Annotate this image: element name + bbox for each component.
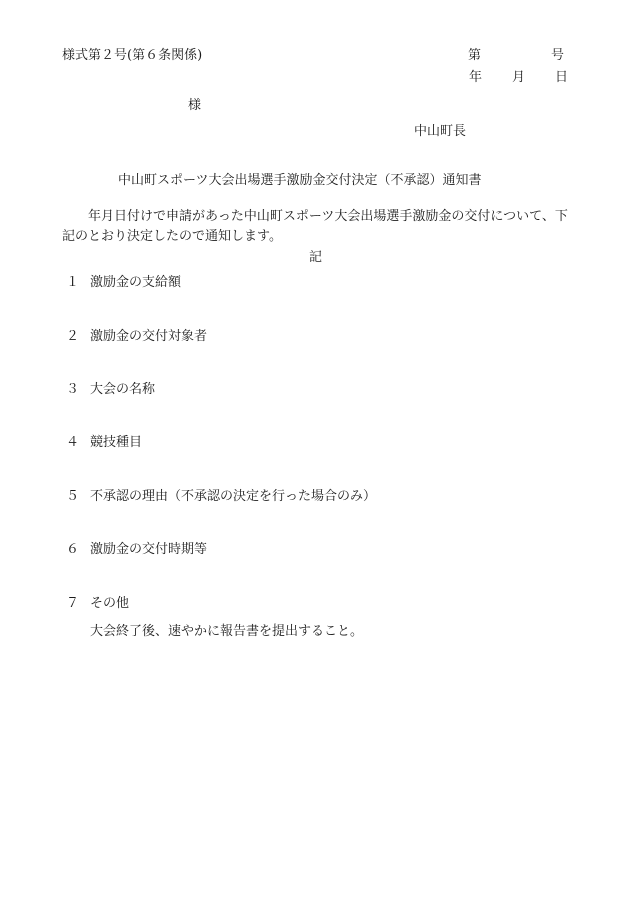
item-detail: 大会終了後、速やかに報告書を提出すること。 (90, 624, 364, 639)
addressee-honorific: 様 (188, 98, 202, 113)
list-item (66, 542, 207, 558)
date-day-label: 日 (555, 70, 569, 85)
item-number: ６ (66, 542, 80, 557)
item-label: 激励金の交付時期等 (90, 542, 208, 557)
item-number: ２ (66, 329, 80, 344)
item-number: ５ (66, 489, 80, 504)
sender-name: 中山町長 (414, 124, 467, 139)
document-title: 中山町スポーツ大会出場選手激励金交付決定（不承認）通知書 (118, 173, 482, 188)
item-label: 競技種目 (90, 435, 143, 450)
item-number: ３ (66, 382, 80, 397)
item-label: その他 (90, 596, 130, 611)
item-label: 不承認の理由（不承認の決定を行った場合のみ） (90, 489, 377, 504)
body-paragraph: 年月日付けで申請があった中山町スポーツ大会出場選手激励金の交付について、下記のとおり決定したので通知します。 (62, 209, 568, 244)
ki-heading: 記 (309, 250, 323, 265)
list-item (66, 275, 181, 291)
date-year-label: 年 (469, 70, 483, 85)
item-label: 大会の名称 (90, 382, 156, 397)
item-label: 激励金の交付対象者 (90, 329, 208, 344)
list-item (66, 596, 129, 612)
document-number-prefix: 第 (468, 48, 482, 63)
item-label: 激励金の支給額 (90, 275, 182, 290)
document-number-suffix: 号 (551, 48, 565, 63)
list-item (66, 329, 207, 345)
form-label: 様式第２号(第６条関係) (62, 48, 203, 63)
list-item (66, 382, 155, 398)
date-month-label: 月 (512, 70, 526, 85)
item-number: １ (66, 275, 80, 290)
item-number: ４ (66, 435, 80, 450)
item-number: ７ (66, 596, 80, 611)
list-item (66, 435, 142, 451)
list-item (66, 489, 376, 505)
